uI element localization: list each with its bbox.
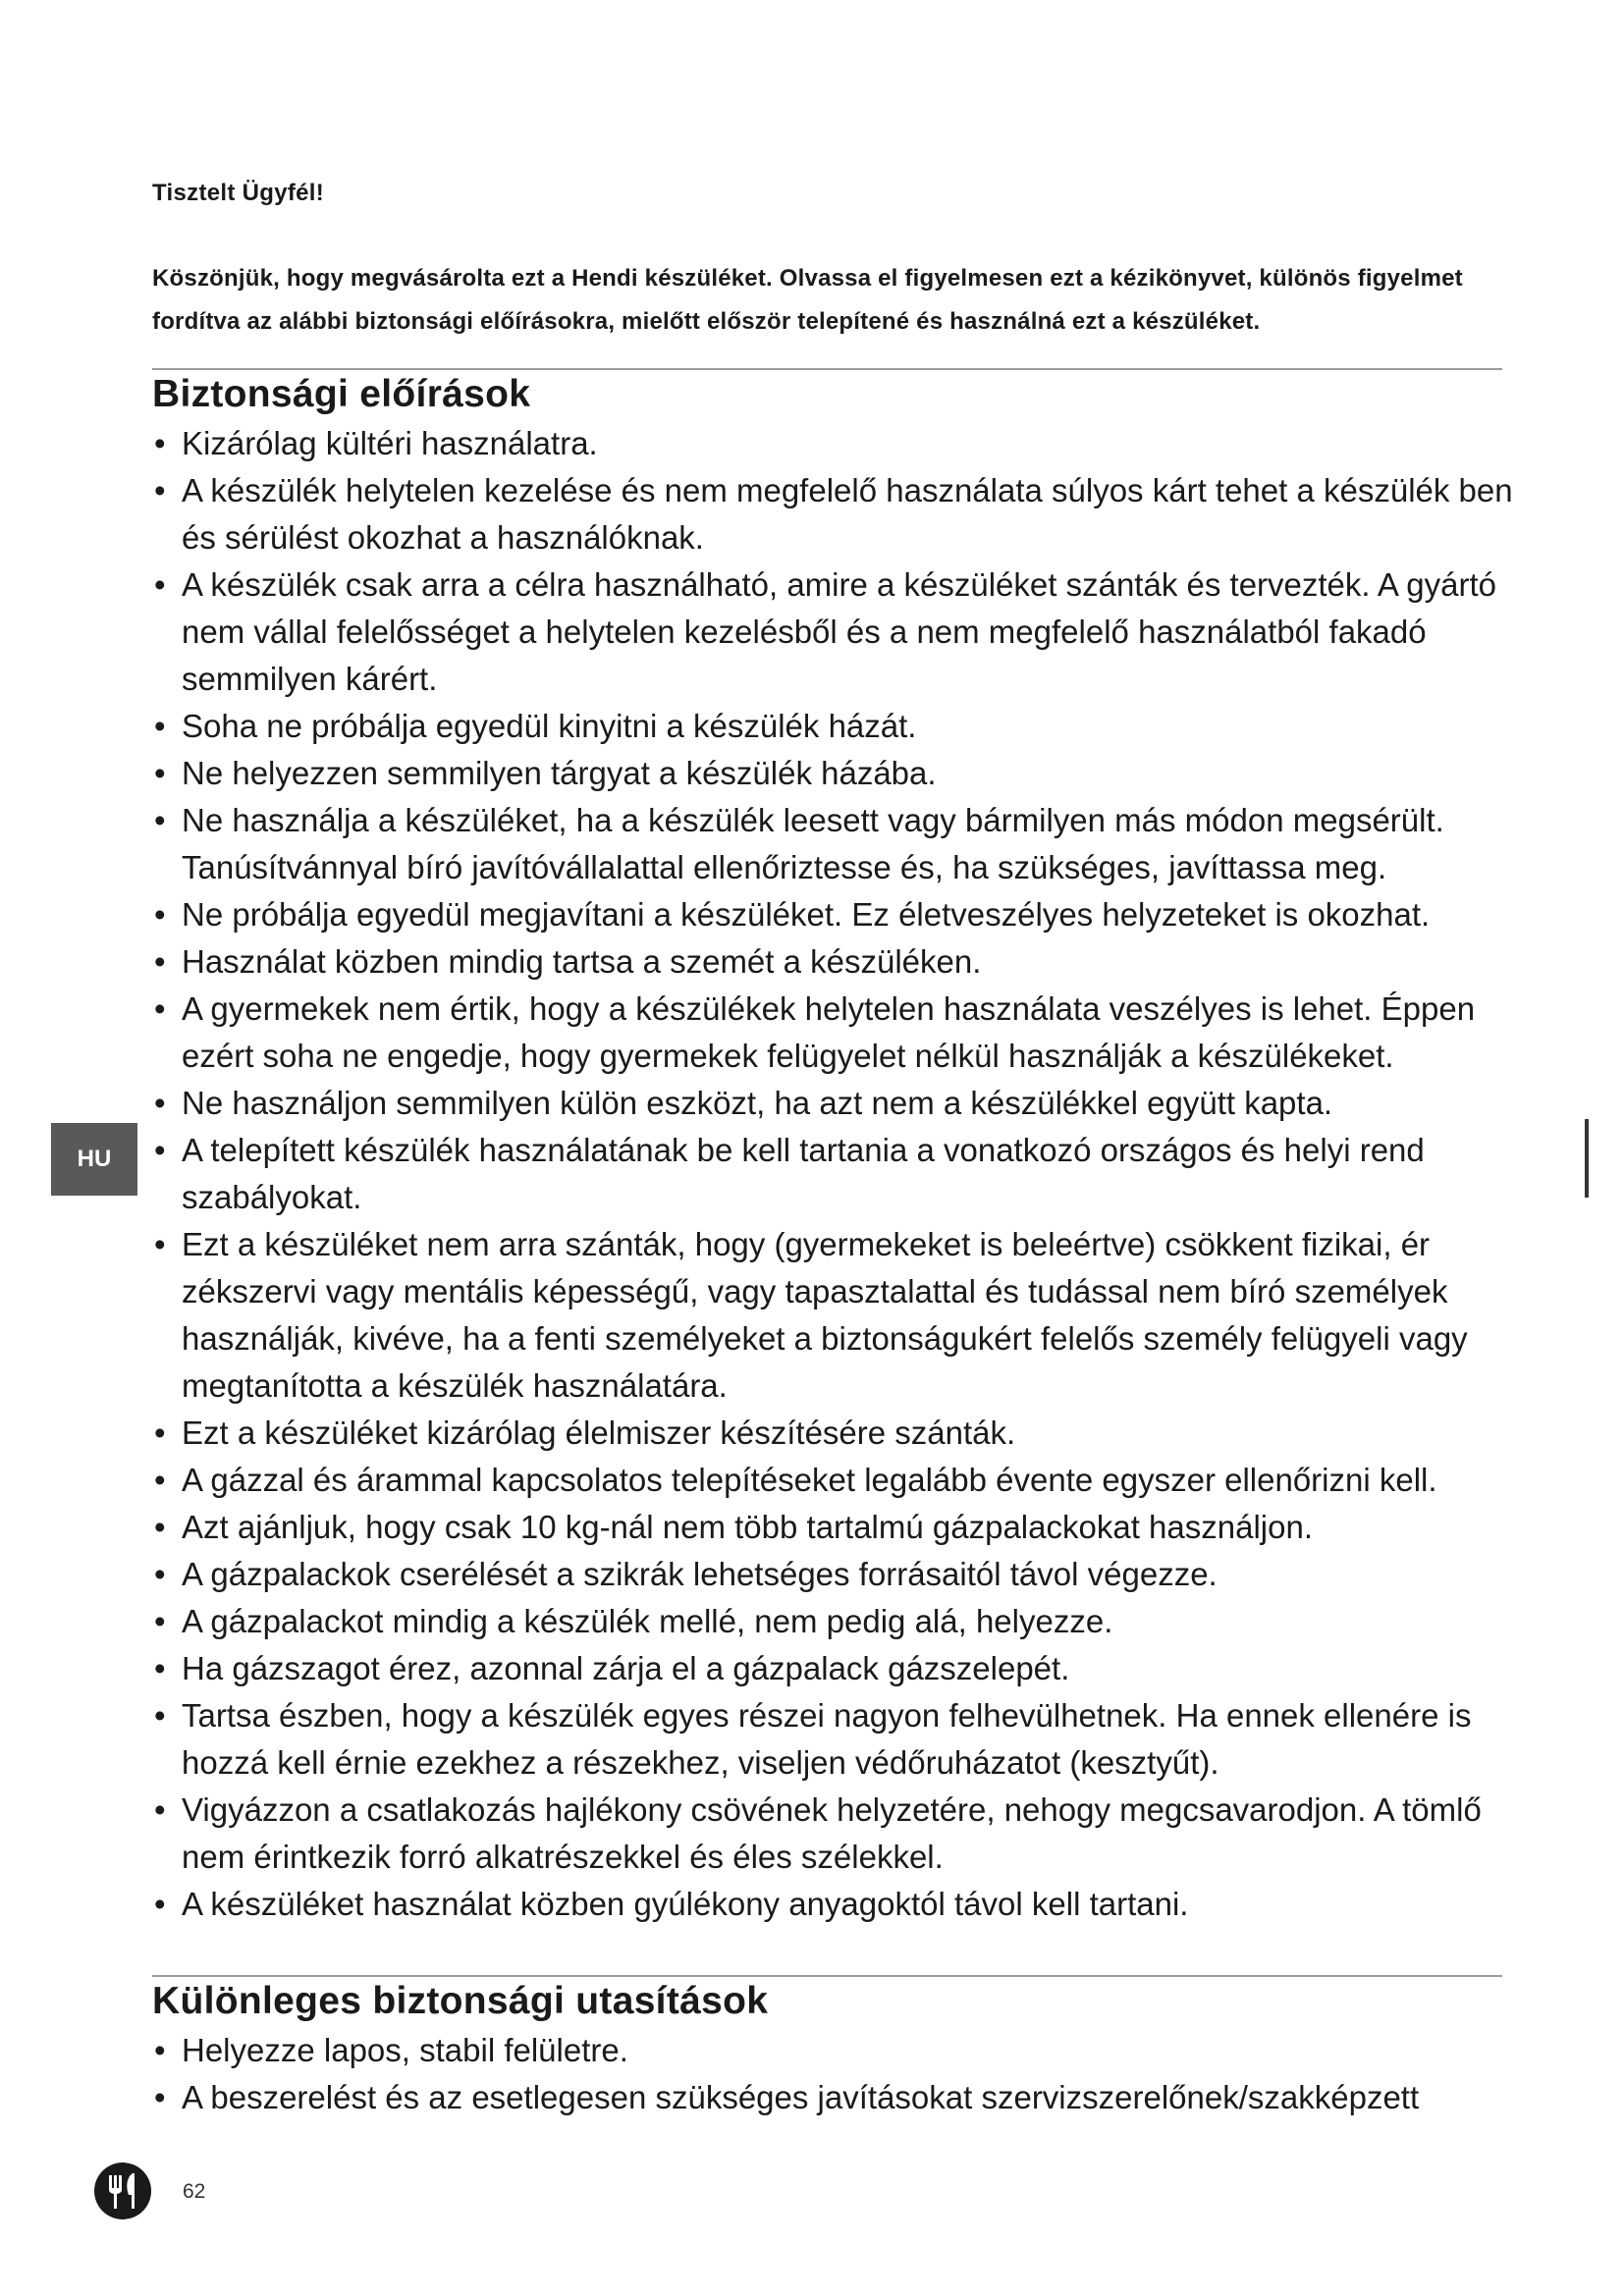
list-item: • Ne próbálja egyedül megjavítani a készüléket. Ez életveszélyes helyzeteket is okozhat. [152,891,1522,938]
list-item: • A gázpalackot mindig a készülék mellé, nem pedig alá, helyezze. [152,1598,1522,1645]
side-marker [1585,1119,1589,1198]
list-item: • Ezt a készüléket kizárólag élelmiszer készítésére szánták. [152,1410,1522,1457]
list-item: • A készülék helytelen kezelése és nem megfelelő használata súlyos kárt tehet a készülék ben és sérülést okozhat a használóknak. [152,467,1522,561]
list-item: • Tartsa észben, hogy a készülék egyes részei nagyon felhevülhetnek. Ha ennek ellenére is hozzá kell érnie ezekhez a részekhez, viseljen védőruházatot (kesztyűt). [152,1692,1522,1787]
list-item: • Használat közben mindig tartsa a szemét a készüléken. [152,938,1522,986]
list-item: • Ne használja a készüléket, ha a készülék leesett vagy bármilyen más módon megsérült. Tanúsítvánnyal bíró javítóvállalattal ellenőriztesse és, ha szükséges, javíttassa meg. [152,797,1522,891]
special-list [152,2027,1522,2121]
list-item: • A készülék csak arra a célra használható, amire a készüléket szánták és tervezték. A gyártó nem vállal felelősséget a helytelen kezelésből és a nem megfelelő használatból fakadó semmilyen kárért. [152,561,1522,703]
list-item: • Vigyázzon a csatlakozás hajlékony csövének helyzetére, nehogy megcsavarodjon. A tömlő nem érintkezik forró alkatrészekkel és éles szélekkel. [152,1787,1522,1881]
section-title-safety: Biztonsági előírások [152,373,531,415]
safety-list [152,420,1522,1928]
cutlery-icon [93,2162,152,2220]
list-item: • Kizárólag kültéri használatra. [152,420,1522,467]
list-item: • Ha gázszagot érez, azonnal zárja el a gázpalack gázszelepét. [152,1645,1522,1692]
list-item: • A készüléket használat közben gyúlékony anyagoktól távol kell tartani. [152,1881,1522,1928]
language-tab: HU [51,1123,137,1196]
list-item: • Soha ne próbálja egyedül kinyitni a készülék házát. [152,703,1522,750]
list-item: • Ne használjon semmilyen külön eszközt, ha azt nem a készülékkel együtt kapta. [152,1080,1522,1127]
section-divider [152,1975,1502,1977]
list-item: • A beszerelést és az esetlegesen szükséges javításokat szervizszerelőnek/szakképzett [152,2074,1522,2121]
list-item: • A telepített készülék használatának be kell tartania a vonatkozó országos és helyi rend szabályokat. [152,1127,1522,1221]
intro-paragraph: Köszönjük, hogy megvásárolta ezt a Hendi készüléket. Olvassa el figyelmesen ezt a kézikönyvet, különös figyelmet fordítva az alábbi biztonsági előírásokra, mielőtt először telepítené és használná ezt a készüléket. [152,265,1463,335]
page-number: 62 [183,2180,206,2203]
section-divider [152,368,1502,370]
list-item: • A gázzal és árammal kapcsolatos telepítéseket legalább évente egyszer ellenőrizni kell. [152,1457,1522,1504]
list-item: • Ezt a készüléket nem arra szánták, hogy (gyermekeket is beleértve) csökkent fizikai, ér zékszervi vagy mentális képességű, vagy tapasztalattal és tudással nem bíró személyek használják, kivéve, ha a fenti személyeket a biztonságukért felelős személy felügyeli vagy megtanította a készülék használatára. [152,1221,1522,1410]
list-item: • Helyezze lapos, stabil felületre. [152,2027,1522,2074]
list-item: • Ne helyezzen semmilyen tárgyat a készülék házába. [152,750,1522,797]
list-item: • Azt ajánljuk, hogy csak 10 kg-nál nem több tartalmú gázpalackokat használjon. [152,1504,1522,1551]
greeting: Tisztelt Ügyfél! [152,180,325,206]
section-title-special: Különleges biztonsági utasítások [152,1980,769,2022]
list-item: • A gázpalackok cserélését a szikrák lehetséges forrásaitól távol végezze. [152,1551,1522,1598]
list-item: • A gyermekek nem értik, hogy a készülékek helytelen használata veszélyes is lehet. Éppen ezért soha ne engedje, hogy gyermekek felügyelet nélkül használják a készülékeket. [152,986,1522,1080]
